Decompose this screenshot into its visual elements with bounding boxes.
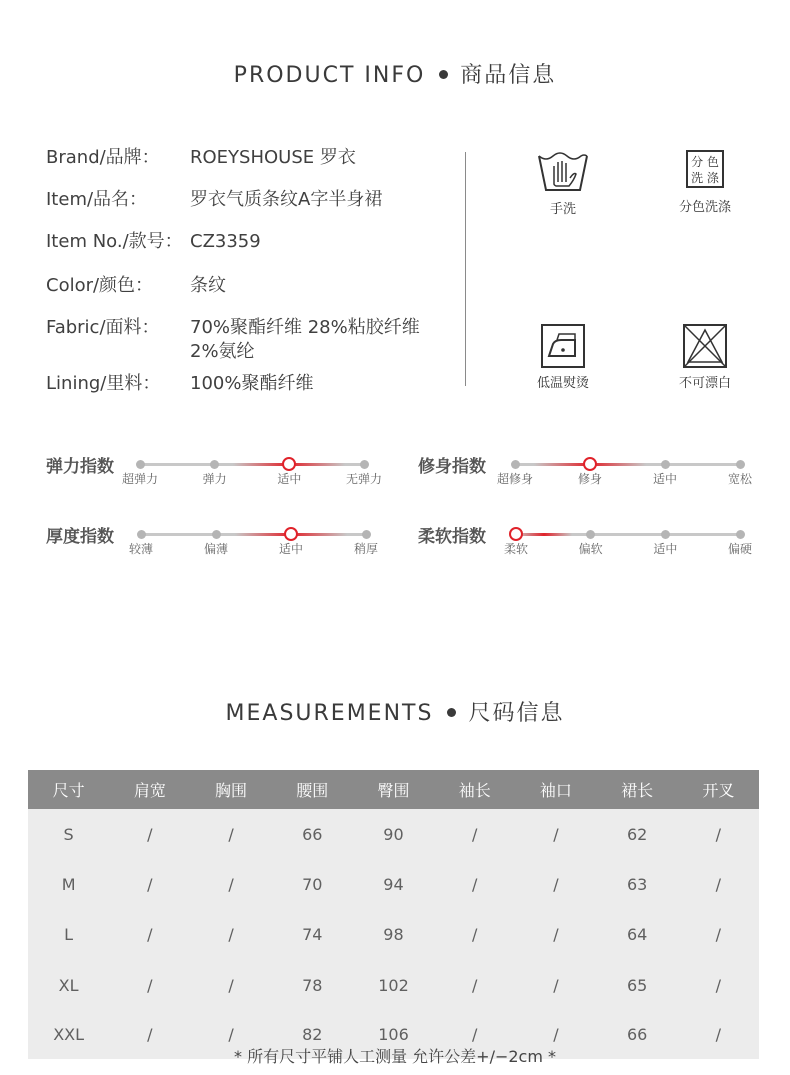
- table-cell: /: [434, 859, 515, 909]
- table-cell: 82: [272, 1011, 353, 1059]
- no-bleach-icon: [683, 324, 727, 368]
- table-header-cell: 裙长: [597, 770, 678, 809]
- info-label: Item/品名：: [46, 189, 148, 210]
- index-title: 厚度指数: [46, 527, 114, 547]
- table-cell: /: [678, 1011, 759, 1059]
- table-header-cell: 肩宽: [109, 770, 190, 809]
- table-cell: /: [109, 960, 190, 1010]
- info-value: 罗衣气质条纹A字半身裙: [190, 189, 383, 210]
- index-option-label: 柔软: [503, 542, 528, 556]
- info-row-fabric: [46, 316, 420, 362]
- table-cell: 64: [597, 910, 678, 960]
- table-header-cell: 腰围: [272, 770, 353, 809]
- table-cell: /: [109, 910, 190, 960]
- table-cell: 63: [597, 859, 678, 909]
- table-cell: 66: [272, 809, 353, 859]
- low-temp-iron-icon: [541, 324, 585, 368]
- table-cell: XL: [28, 960, 109, 1010]
- table-cell: /: [515, 1011, 596, 1059]
- index-node: [736, 460, 745, 469]
- care-label: 不可漂白: [678, 376, 731, 391]
- index-option-label: 偏薄: [203, 542, 228, 556]
- index-node: [661, 460, 670, 469]
- heading-dot: [447, 708, 456, 717]
- index-option-label: 适中: [278, 542, 303, 556]
- table-cell: /: [434, 960, 515, 1010]
- care-low-temp-iron: [508, 324, 618, 391]
- index-node: [511, 460, 520, 469]
- info-row-item: [46, 188, 383, 212]
- info-label: Color/颜色：: [46, 275, 154, 296]
- info-row-color: [46, 274, 226, 298]
- table-header-cell: 尺寸: [28, 770, 109, 809]
- index-node: [586, 530, 595, 539]
- index-title: 弹力指数: [46, 457, 114, 477]
- measurements-heading: [0, 696, 790, 727]
- care-label: 低温熨烫: [536, 376, 589, 391]
- size-table-header: [28, 770, 759, 809]
- table-cell: 70: [272, 859, 353, 909]
- index-node-selected: [284, 527, 298, 541]
- table-cell: /: [678, 910, 759, 960]
- index-option-label: 较薄: [128, 542, 153, 556]
- info-value: ROEYSHOUSE 罗衣: [190, 147, 356, 168]
- measurements-heading-cn: 尺码信息: [468, 701, 565, 726]
- index-title: 修身指数: [418, 457, 486, 477]
- heading-dot: [439, 70, 448, 79]
- table-cell: 66: [597, 1011, 678, 1059]
- table-cell: 102: [353, 960, 434, 1010]
- product-info-heading-cn: 商品信息: [460, 63, 557, 88]
- table-cell: S: [28, 809, 109, 859]
- care-separate-wash: [650, 150, 760, 215]
- table-cell: /: [190, 910, 271, 960]
- info-label: Lining/里料：: [46, 373, 161, 394]
- table-cell: /: [515, 809, 596, 859]
- table-header-cell: 胸围: [190, 770, 271, 809]
- table-cell: /: [515, 960, 596, 1010]
- info-value: 70%聚酯纤维 28%粘胶纤维: [190, 317, 420, 338]
- table-cell: 78: [272, 960, 353, 1010]
- table-row: [28, 960, 759, 1010]
- info-row-item-no: [46, 230, 261, 254]
- info-row-lining: [46, 372, 314, 396]
- hand-wash-icon: [536, 150, 590, 194]
- info-label: Item No./款号：: [46, 231, 183, 252]
- info-divider: [465, 152, 466, 386]
- info-value: 条纹: [190, 275, 226, 296]
- index-option-label: 超修身: [496, 472, 533, 486]
- index-option-label: 偏软: [578, 542, 603, 556]
- table-cell: /: [109, 1011, 190, 1059]
- table-cell: /: [190, 960, 271, 1010]
- index-node: [736, 530, 745, 539]
- table-cell: L: [28, 910, 109, 960]
- info-label: Brand/品牌：: [46, 147, 160, 168]
- info-label: Fabric/面料：: [46, 317, 160, 338]
- index-node: [362, 530, 371, 539]
- index-option-label: 宽松: [727, 472, 752, 486]
- table-cell: /: [515, 910, 596, 960]
- care-label: 分色洗涤: [678, 200, 731, 215]
- index-node: [137, 530, 146, 539]
- table-cell: /: [434, 910, 515, 960]
- separate-wash-icon-text-2: 洗 涤: [691, 171, 719, 185]
- table-header-cell: 臀围: [353, 770, 434, 809]
- table-header-cell: 袖口: [515, 770, 596, 809]
- separate-wash-icon-text-1: 分 色: [691, 155, 719, 169]
- index-title: 柔软指数: [418, 527, 486, 547]
- table-cell: /: [678, 859, 759, 909]
- table-header-cell: 袖长: [434, 770, 515, 809]
- index-node: [136, 460, 145, 469]
- table-row: [28, 859, 759, 909]
- index-option-label: 弹力: [202, 472, 227, 486]
- table-cell: 90: [353, 809, 434, 859]
- info-value: 100%聚酯纤维: [190, 373, 314, 394]
- table-cell: /: [190, 859, 271, 909]
- index-node-selected: [583, 457, 597, 471]
- index-option-label: 偏硬: [727, 542, 752, 556]
- index-option-label: 适中: [653, 542, 678, 556]
- table-cell: XXL: [28, 1011, 109, 1059]
- index-node: [210, 460, 219, 469]
- table-row: [28, 809, 759, 859]
- table-cell: 106: [353, 1011, 434, 1059]
- table-cell: 94: [353, 859, 434, 909]
- care-no-bleach: [650, 324, 760, 391]
- index-option-label: 修身: [577, 472, 602, 486]
- table-cell: /: [678, 809, 759, 859]
- table-cell: /: [109, 809, 190, 859]
- care-label: 手洗: [549, 202, 576, 217]
- table-cell: /: [434, 1011, 515, 1059]
- index-option-label: 适中: [652, 472, 677, 486]
- table-cell: 62: [597, 809, 678, 859]
- index-highlight: [516, 533, 572, 536]
- index-option-label: 适中: [277, 472, 302, 486]
- index-node-selected: [282, 457, 296, 471]
- table-cell: /: [434, 809, 515, 859]
- info-row-brand: [46, 146, 356, 170]
- separate-wash-icon: [686, 150, 724, 188]
- table-cell: 74: [272, 910, 353, 960]
- table-cell: M: [28, 859, 109, 909]
- table-cell: /: [109, 859, 190, 909]
- product-info-heading-en: PRODUCT INFO: [233, 63, 426, 88]
- size-table: [28, 770, 759, 1059]
- measurements-heading-en: MEASUREMENTS: [225, 701, 434, 726]
- product-info-heading: [0, 58, 790, 89]
- index-node-selected: [509, 527, 523, 541]
- index-node: [661, 530, 670, 539]
- index-option-label: 超弹力: [121, 472, 158, 486]
- table-cell: /: [190, 809, 271, 859]
- table-cell: /: [190, 1011, 271, 1059]
- table-row: [28, 910, 759, 960]
- info-value: CZ3359: [190, 231, 261, 252]
- index-option-label: 无弹力: [345, 472, 382, 486]
- care-hand-wash: [508, 150, 618, 217]
- index-node: [360, 460, 369, 469]
- table-cell: /: [678, 960, 759, 1010]
- table-cell: 65: [597, 960, 678, 1010]
- table-cell: /: [515, 859, 596, 909]
- info-value-line2: 2%氨纶: [190, 341, 255, 362]
- measurement-note: * 所有尺寸平铺人工测量 允许公差+/−2cm *: [233, 1047, 557, 1066]
- index-node: [212, 530, 221, 539]
- index-option-label: 稍厚: [353, 542, 378, 556]
- table-header-cell: 开叉: [678, 770, 759, 809]
- table-cell: 98: [353, 910, 434, 960]
